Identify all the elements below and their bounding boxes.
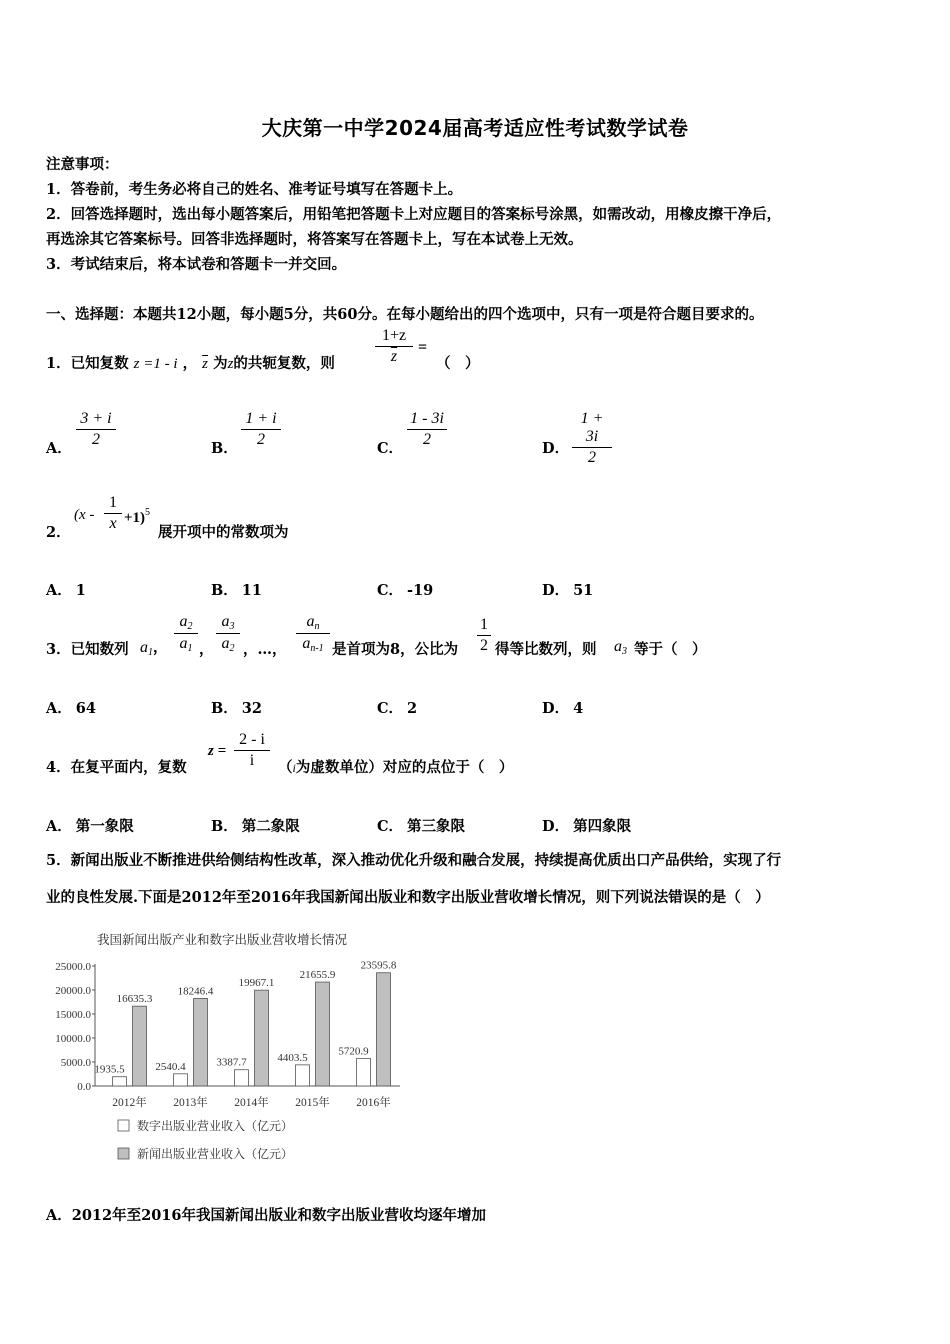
option-label: B． [211, 582, 238, 599]
x-tick-label: 2013年 [173, 1097, 208, 1109]
option-label: A． [46, 700, 72, 717]
q1-is: 为 [213, 355, 228, 372]
q2-expr-right-text: +1) [124, 510, 146, 526]
option-value: -19 [407, 582, 434, 599]
bar-data-label: 19967.1 [238, 977, 275, 990]
q4-fraction-num: 2 - i [234, 731, 270, 751]
q1-fraction [375, 327, 413, 366]
q1-z: z [227, 356, 234, 372]
y-tick-label: 10000.0 [55, 1033, 91, 1045]
q3-half [477, 616, 491, 655]
q3-f2-den: a [221, 635, 230, 652]
y-tick-label: 5000.0 [60, 1057, 91, 1069]
notice-item-2: 2．回答选择题时，选出每小题答案后，用铅笔把答题卡上对应题目的答案标号涂黑，如需改动，用橡皮擦干净后， [46, 206, 782, 223]
q3-text1: 是首项为8，公比为 [332, 641, 459, 658]
chart-axes [55, 961, 400, 1109]
q4-z-eq: z = [208, 743, 227, 759]
q1-fraction-num: 1+z [375, 327, 413, 347]
option-den: 2 [588, 449, 596, 466]
q2-option-a [46, 579, 86, 600]
q3-f1-num-sub: 2 [187, 621, 193, 632]
q3-f3-den: a [302, 635, 311, 652]
x-tick-label: 2015年 [295, 1097, 330, 1109]
page-title: 大庆第一中学2024届高考适应性考试数学试卷 [261, 116, 689, 140]
q1-zbar: $\overline{z}$ [202, 356, 208, 372]
option-value: 第四象限 [573, 818, 632, 835]
bar-data-label: 3387.7 [216, 1056, 247, 1069]
option-num: 1 + i [241, 410, 281, 430]
q1-comma: ， [182, 355, 198, 372]
q2-prefix: 2． [46, 524, 71, 541]
bar-news [255, 990, 269, 1086]
q3-dots: ，…， [243, 641, 287, 658]
notice-item-1: 1．答卷前，考生务必将自己的姓名、准考证号填写在答题卡上。 [46, 181, 463, 198]
q1-option-d-fraction [572, 410, 612, 467]
option-label: B． [211, 700, 238, 717]
bar-news [194, 998, 208, 1086]
q4-paren-open: （ [278, 759, 293, 776]
q4-i-unit: i [292, 761, 296, 775]
option-label: C． [377, 818, 404, 835]
bar-data-label: 2540.4 [155, 1060, 186, 1073]
q4-option-d [542, 815, 631, 836]
q3-f3-den-sub: n-1 [310, 643, 324, 654]
q3-a3-sub: 3 [622, 646, 627, 657]
q3-a1-letter: a [140, 639, 148, 656]
option-label: B． [211, 818, 238, 835]
bar-data-label: 21655.9 [299, 969, 336, 982]
q1-option-c-label: C． [377, 440, 404, 457]
y-tick-label: 20000.0 [55, 985, 91, 997]
q2-text: 展开项中的常数项为 [158, 524, 289, 541]
option-value: 第二象限 [241, 818, 300, 835]
option-value: 第一象限 [75, 818, 134, 835]
option-value: 64 [75, 700, 96, 717]
q2-fraction-num: 1 [104, 494, 122, 514]
option-value: 51 [573, 582, 594, 599]
notice-heading: 注意事项： [46, 156, 119, 173]
bar-digital [296, 1065, 310, 1086]
bar-data-label: 1935.5 [94, 1063, 125, 1076]
bar-news [377, 973, 391, 1086]
bar-digital [357, 1059, 371, 1086]
bar-news [133, 1006, 147, 1086]
q3-text3: 等于（ ） [634, 641, 707, 658]
bar-data-label: 18246.4 [177, 985, 214, 998]
option-value: 32 [241, 700, 262, 717]
q3-text2: 得等比数列，则 [495, 641, 597, 658]
x-tick-label: 2012年 [112, 1097, 147, 1109]
q3-fraction-3 [296, 613, 330, 654]
q3-sep-1: ， [153, 639, 168, 656]
q2-expr-right [124, 507, 150, 527]
option-label: D． [542, 700, 570, 717]
legend-swatch [118, 1120, 129, 1131]
q3-sep-2: ， [199, 641, 214, 658]
option-label: D． [542, 582, 570, 599]
q1-option-c-fraction [407, 410, 447, 449]
q3-f1-den: a [179, 635, 188, 652]
q3-half-num: 1 [477, 616, 491, 636]
chart-legend [118, 1118, 293, 1161]
legend-label: 新闻出版业营业收入（亿元） [137, 1147, 294, 1161]
chart-title: 我国新闻出版产业和数字出版业营收增长情况 [97, 932, 348, 947]
x-tick-label: 2016年 [356, 1097, 391, 1109]
q3-a3 [614, 636, 627, 657]
bar-digital [235, 1070, 249, 1086]
q3-option-b [211, 697, 262, 718]
q3-f2-den-sub: 2 [229, 643, 235, 654]
option-label: C． [377, 700, 404, 717]
q1-equals: = [418, 339, 428, 356]
bar-digital [113, 1077, 127, 1086]
legend-label: 数字出版业营业收入（亿元） [137, 1119, 294, 1133]
option-value: 1 [75, 582, 86, 599]
notice-item-3: 3．考试结束后，将本试卷和答题卡一并交回。 [46, 256, 347, 273]
q1-option-a-fraction [76, 410, 116, 449]
bar-news [316, 982, 330, 1086]
option-num: 1 - 3i [407, 410, 447, 430]
q3-fraction-2 [216, 613, 240, 654]
notice-item-2-cont: 再选涂其它答案标号。回答非选择题时，将答案写在答题卡上，写在本试卷上无效。 [46, 231, 583, 248]
y-tick-label: 25000.0 [55, 961, 91, 973]
q3-f1-den-sub: 1 [187, 643, 193, 654]
q4-fraction-den: i [249, 752, 255, 769]
q4-text [278, 756, 513, 777]
option-num: 1 + 3i [572, 410, 612, 448]
q4-fraction [234, 731, 270, 770]
option-den: 2 [423, 431, 431, 448]
option-value: 11 [241, 582, 262, 599]
bar-data-label: 23595.8 [360, 959, 397, 972]
bar-digital [174, 1074, 188, 1086]
q3-option-d [542, 697, 583, 718]
q3-half-den: 2 [480, 637, 488, 654]
q2-power: 5 [145, 507, 151, 518]
q1-option-b-label: B． [211, 440, 238, 457]
option-value: 第三象限 [407, 818, 466, 835]
revenue-bar-chart [40, 925, 410, 1170]
y-tick-label: 15000.0 [55, 1009, 91, 1021]
x-tick-label: 2014年 [234, 1097, 269, 1109]
option-value: 4 [573, 700, 584, 717]
option-label: D． [542, 818, 570, 835]
q4-option-c [377, 815, 465, 836]
q1-z-def: z =1 - i [133, 356, 178, 372]
q4-option-a [46, 815, 134, 836]
q3-prefix: 3．已知数列 [46, 641, 129, 658]
q3-option-c [377, 697, 417, 718]
option-value: 2 [407, 700, 418, 717]
q3-fraction-1 [174, 613, 198, 654]
q1-option-a-label: A． [46, 440, 72, 457]
q3-option-a [46, 697, 96, 718]
section-heading: 一、选择题：本题共12小题，每小题5分，共60分。在每小题给出的四个选项中，只有一项是符合题目要求的。 [46, 306, 764, 323]
q3-a1-sub: 1 [148, 647, 153, 658]
option-num: 3 + i [76, 410, 116, 430]
q2-fraction [104, 494, 122, 533]
legend-swatch [118, 1148, 129, 1159]
q5-line-2: 业的良性发展.下面是2012年至2016年我国新闻出版业和数字出版业营收增长情况，则下列说法错误的是（ ） [46, 889, 770, 906]
q5-line-1: 5．新闻出版业不断推进供给侧结构性改革，深入推动优化升级和融合发展，持续提高优质出口产品供给，实现了行 [46, 852, 782, 869]
q2-option-c [377, 579, 433, 600]
option-den: 2 [257, 431, 265, 448]
q2-expr-left [74, 507, 94, 524]
q3-a3-letter: a [614, 638, 622, 655]
q2-option-d [542, 579, 593, 600]
q2-expr-left-text: (x - [74, 507, 95, 523]
q3-f3-num-sub: n [314, 621, 320, 632]
q2-fraction-den: x [109, 515, 117, 532]
q1-paren: （ ） [436, 355, 480, 372]
chart-bars [94, 960, 397, 1086]
q1-fraction-den: z [390, 348, 398, 365]
q3-f3-num: a [306, 613, 315, 630]
q1-option-d-label: D． [542, 440, 570, 457]
q3-a1 [140, 636, 168, 658]
bar-data-label: 4403.5 [277, 1051, 308, 1064]
q4-text-rest: 为虚数单位）对应的点位于（ ） [295, 759, 514, 776]
bar-data-label: 5720.9 [338, 1045, 369, 1058]
q4-prefix: 4．在复平面内，复数 [46, 759, 187, 776]
q3-f2-num: a [221, 613, 230, 630]
q1-option-b-fraction [241, 410, 281, 449]
bar-data-label: 16635.3 [116, 993, 153, 1006]
q4-option-b [211, 815, 300, 836]
q1-text2: 的共轭复数，则 [233, 355, 335, 372]
q3-f1-num: a [179, 613, 188, 630]
y-tick-label: 0.0 [77, 1081, 91, 1093]
q5-option-a: A．2012年至2016年我国新闻出版业和数字出版业营收均逐年增加 [46, 1207, 486, 1224]
option-label: C． [377, 582, 404, 599]
option-den: 2 [92, 431, 100, 448]
option-label: A． [46, 582, 72, 599]
question-1 [46, 352, 335, 373]
option-label: A． [46, 818, 72, 835]
q1-prefix: 1．已知复数 [46, 355, 129, 372]
q3-f2-num-sub: 3 [229, 621, 235, 632]
q2-option-b [211, 579, 262, 600]
